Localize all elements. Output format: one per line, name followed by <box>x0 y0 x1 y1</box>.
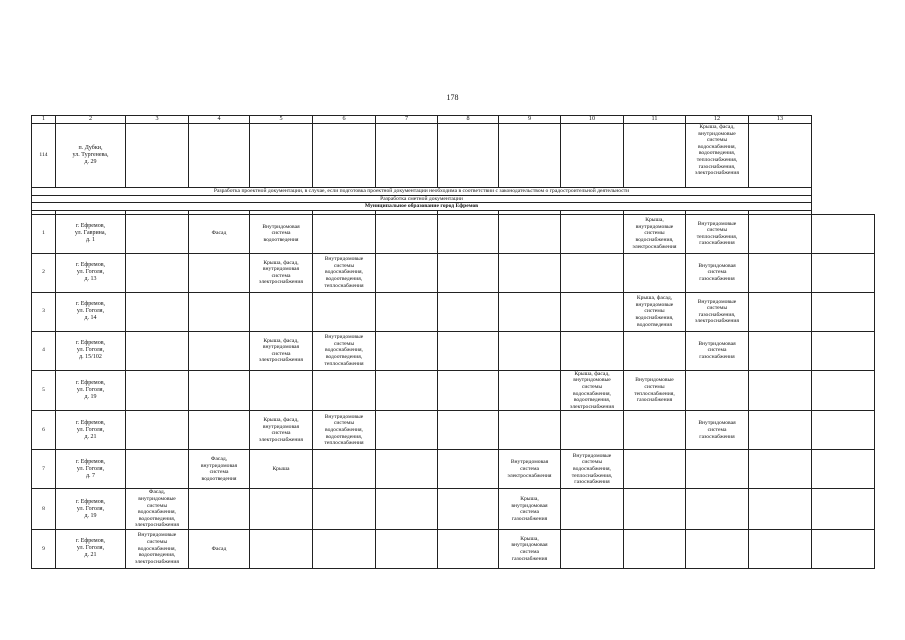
cell-col3 <box>126 292 189 331</box>
cell-col7 <box>376 124 438 188</box>
cell-col10 <box>561 214 624 253</box>
table-row-114 <box>32 124 875 188</box>
cell-col14 <box>812 489 875 530</box>
section-title-municipality: Муниципальное образование город Ефремов <box>32 203 812 211</box>
cell-col7 <box>376 370 438 411</box>
address-cell: г. Ефремов, ул. Гоголя, д. 7 <box>56 450 126 489</box>
cell-col4: Фасад, внутридомовая система водоотведения <box>189 450 250 489</box>
address-cell: п. Дубки, ул. Тургенева, д. 29 <box>56 124 126 188</box>
cell-col10 <box>561 331 624 370</box>
cell-col4 <box>189 489 250 530</box>
cell-col3 <box>126 214 189 253</box>
page-number: 178 <box>446 93 459 102</box>
row-number: 1 <box>32 214 56 253</box>
cell-col7 <box>376 253 438 292</box>
cell-col13 <box>749 292 812 331</box>
cell-col12: Крыша, фасад, внутридомовые системы водоснабжения, водоотведения, теплоснабжения, газоснабжения, электроснабжения <box>686 124 749 188</box>
cell-col4 <box>189 370 250 411</box>
cell-col13 <box>749 370 812 411</box>
row-number: 2 <box>32 253 56 292</box>
cell-col5 <box>250 292 313 331</box>
cell-col12: Внутридомовая система газоснабжения <box>686 331 749 370</box>
cell-col13 <box>749 331 812 370</box>
section-row-estimate-docs <box>32 195 875 203</box>
cell-col3: Фасад, внутридомовые системы водоснабжения, водоотведения, электроснабжения <box>126 489 189 530</box>
cell-col9: Крыша, внутридомовая система газоснабжения <box>499 489 561 530</box>
address-cell: г. Ефремов, ул. Гоголя, д. 19 <box>56 489 126 530</box>
address-cell: г. Ефремов, ул. Гоголя, д. 14 <box>56 292 126 331</box>
cell-col8 <box>438 331 499 370</box>
cell-col11: Крыша, внутридомовые системы водоснабжения, электроснабжения <box>624 214 686 253</box>
cell-col4 <box>189 253 250 292</box>
cell-col9 <box>499 124 561 188</box>
repair-schedule-table <box>31 115 875 569</box>
cell-col4: Фасад <box>189 529 250 568</box>
cell-col6 <box>313 450 376 489</box>
cell-col6 <box>313 292 376 331</box>
cell-col3 <box>126 411 189 450</box>
cell-col3 <box>126 331 189 370</box>
cell-col6: Внутридомовые системы водоснабжения, водоотведения, теплоснабжения <box>313 411 376 450</box>
cell-col11 <box>624 253 686 292</box>
table-row <box>32 411 875 450</box>
column-header-7: 7 <box>376 116 438 124</box>
section-title-design-docs: Разработка проектной документации, в случае, если подготовка проектной документации необходима в соответствии с законодательством о градостроительной деятельности <box>32 188 812 196</box>
row-number: 6 <box>32 411 56 450</box>
cell-col13 <box>749 489 812 530</box>
cell-col11 <box>624 529 686 568</box>
table-row <box>32 292 875 331</box>
cell-col9: Внутридомовая система электроснабжения <box>499 450 561 489</box>
cell-col13 <box>749 214 812 253</box>
cell-col3 <box>126 253 189 292</box>
column-header-13: 13 <box>749 116 812 124</box>
column-number-header-row <box>32 116 875 124</box>
cell-col4: Фасад <box>189 214 250 253</box>
cell-col7 <box>376 214 438 253</box>
cell-col11 <box>624 411 686 450</box>
cell-col5: Крыша, фасад, внутридомовая система электроснабжения <box>250 253 313 292</box>
cell-col10 <box>561 253 624 292</box>
cell-col7 <box>376 489 438 530</box>
cell-col14 <box>812 411 875 450</box>
cell-col13 <box>749 450 812 489</box>
cell-col11 <box>624 489 686 530</box>
cell-col9 <box>499 411 561 450</box>
cell-col14 <box>812 292 875 331</box>
cell-col5: Внутридомовая система водоотведения <box>250 214 313 253</box>
cell-col5: Крыша <box>250 450 313 489</box>
column-header-3: 3 <box>126 116 189 124</box>
cell-col5 <box>250 124 313 188</box>
cell-col10 <box>561 411 624 450</box>
cell-col9 <box>499 292 561 331</box>
table-row <box>32 489 875 530</box>
cell-col8 <box>438 370 499 411</box>
cell-col8 <box>438 489 499 530</box>
cell-col4 <box>189 124 250 188</box>
cell-col10 <box>561 489 624 530</box>
cell-col4 <box>189 411 250 450</box>
cell-col10 <box>561 292 624 331</box>
cell-col9: Крыша, внутридомовая система газоснабжения <box>499 529 561 568</box>
cell-col5 <box>250 370 313 411</box>
cell-col13 <box>749 253 812 292</box>
cell-col12: Внутридомовая система газоснабжения <box>686 411 749 450</box>
column-header-5: 5 <box>250 116 313 124</box>
cell-col3 <box>126 124 189 188</box>
address-cell: г. Ефремов, ул. Гоголя, д. 21 <box>56 529 126 568</box>
cell-col6 <box>313 124 376 188</box>
cell-col13 <box>749 124 812 188</box>
cell-col7 <box>376 529 438 568</box>
row-number: 114 <box>32 124 56 188</box>
cell-col8 <box>438 529 499 568</box>
cell-col6: Внутридомовые системы водоснабжения, водоотведения, теплоснабжения <box>313 331 376 370</box>
section-row-design-docs <box>32 188 875 196</box>
column-header-9: 9 <box>499 116 561 124</box>
cell-col14 <box>812 331 875 370</box>
cell-col9 <box>499 370 561 411</box>
cell-col5 <box>250 489 313 530</box>
cell-col8 <box>438 411 499 450</box>
cell-col3: Внутридомовые системы водоснабжения, водоотведения, электроснабжения <box>126 529 189 568</box>
cell-col13 <box>749 411 812 450</box>
cell-col9 <box>499 331 561 370</box>
cell-col3 <box>126 370 189 411</box>
cell-col6: Внутридомовые системы водоснабжения, водоотведения, теплоснабжения <box>313 253 376 292</box>
table-row <box>32 253 875 292</box>
row-number: 9 <box>32 529 56 568</box>
cell-col12: Внутридомовые системы теплоснабжения, газоснабжения <box>686 214 749 253</box>
address-cell: г. Ефремов, ул. Гоголя, д. 13 <box>56 253 126 292</box>
cell-col8 <box>438 124 499 188</box>
cell-col12: Внутридомовые системы газоснабжения, электроснабжения <box>686 292 749 331</box>
cell-col9 <box>499 214 561 253</box>
address-cell: г. Ефремов, ул. Гаврина, д. 1 <box>56 214 126 253</box>
cell-col7 <box>376 292 438 331</box>
cell-col6 <box>313 370 376 411</box>
cell-col11 <box>624 331 686 370</box>
cell-col7 <box>376 331 438 370</box>
address-cell: г. Ефремов, ул. Гоголя, д. 21 <box>56 411 126 450</box>
row-number: 5 <box>32 370 56 411</box>
cell-col10 <box>561 124 624 188</box>
column-header-12: 12 <box>686 116 749 124</box>
section-row-municipality <box>32 203 875 211</box>
column-header-4: 4 <box>189 116 250 124</box>
cell-col11 <box>624 450 686 489</box>
cell-col14 <box>812 529 875 568</box>
cell-col8 <box>438 292 499 331</box>
cell-col10 <box>561 529 624 568</box>
cell-col4 <box>189 292 250 331</box>
table-row <box>32 529 875 568</box>
cell-col12 <box>686 450 749 489</box>
cell-col6 <box>313 489 376 530</box>
cell-col12 <box>686 370 749 411</box>
row-number: 8 <box>32 489 56 530</box>
cell-col14 <box>812 370 875 411</box>
row-number: 7 <box>32 450 56 489</box>
cell-col12 <box>686 489 749 530</box>
cell-col12: Внутридомовая система газоснабжения <box>686 253 749 292</box>
table-row <box>32 370 875 411</box>
cell-col14 <box>812 214 875 253</box>
cell-col11: Крыша, фасад, внутридомовые системы водоснабжения, водоотведения <box>624 292 686 331</box>
cell-col13 <box>749 529 812 568</box>
cell-col6 <box>313 214 376 253</box>
cell-col7 <box>376 450 438 489</box>
cell-col5: Крыша, фасад, внутридомовая система электроснабжения <box>250 331 313 370</box>
cell-col9 <box>499 253 561 292</box>
table-row <box>32 450 875 489</box>
cell-col14 <box>812 450 875 489</box>
column-header-1: 1 <box>32 116 56 124</box>
cell-col6 <box>313 529 376 568</box>
cell-col11: Внутридомовые системы теплоснабжения, газоснабжения <box>624 370 686 411</box>
table-row <box>32 214 875 253</box>
cell-col4 <box>189 331 250 370</box>
cell-col5: Крыша, фасад, внутридомовая система электроснабжения <box>250 411 313 450</box>
cell-col8 <box>438 214 499 253</box>
cell-col14 <box>812 253 875 292</box>
cell-col12 <box>686 529 749 568</box>
cell-col10: Крыша, фасад, внутридомовые системы водоснабжения, водоотведения, электроснабжения <box>561 370 624 411</box>
column-header-11: 11 <box>624 116 686 124</box>
column-header-2: 2 <box>56 116 126 124</box>
column-header-8: 8 <box>438 116 499 124</box>
cell-col8 <box>438 253 499 292</box>
column-header-6: 6 <box>313 116 376 124</box>
row-number: 4 <box>32 331 56 370</box>
address-cell: г. Ефремов, ул. Гоголя, д. 15/102 <box>56 331 126 370</box>
row-number: 3 <box>32 292 56 331</box>
cell-col7 <box>376 411 438 450</box>
address-cell: г. Ефремов, ул. Гоголя, д. 19 <box>56 370 126 411</box>
cell-col11 <box>624 124 686 188</box>
cell-col10: Внутридомовые системы водоснабжения, теплоснабжения, газоснабжения <box>561 450 624 489</box>
cell-col5 <box>250 529 313 568</box>
section-title-estimate-docs: Разработка сметной документации <box>32 195 812 203</box>
column-header-10: 10 <box>561 116 624 124</box>
cell-col8 <box>438 450 499 489</box>
table-row <box>32 331 875 370</box>
cell-col3 <box>126 450 189 489</box>
